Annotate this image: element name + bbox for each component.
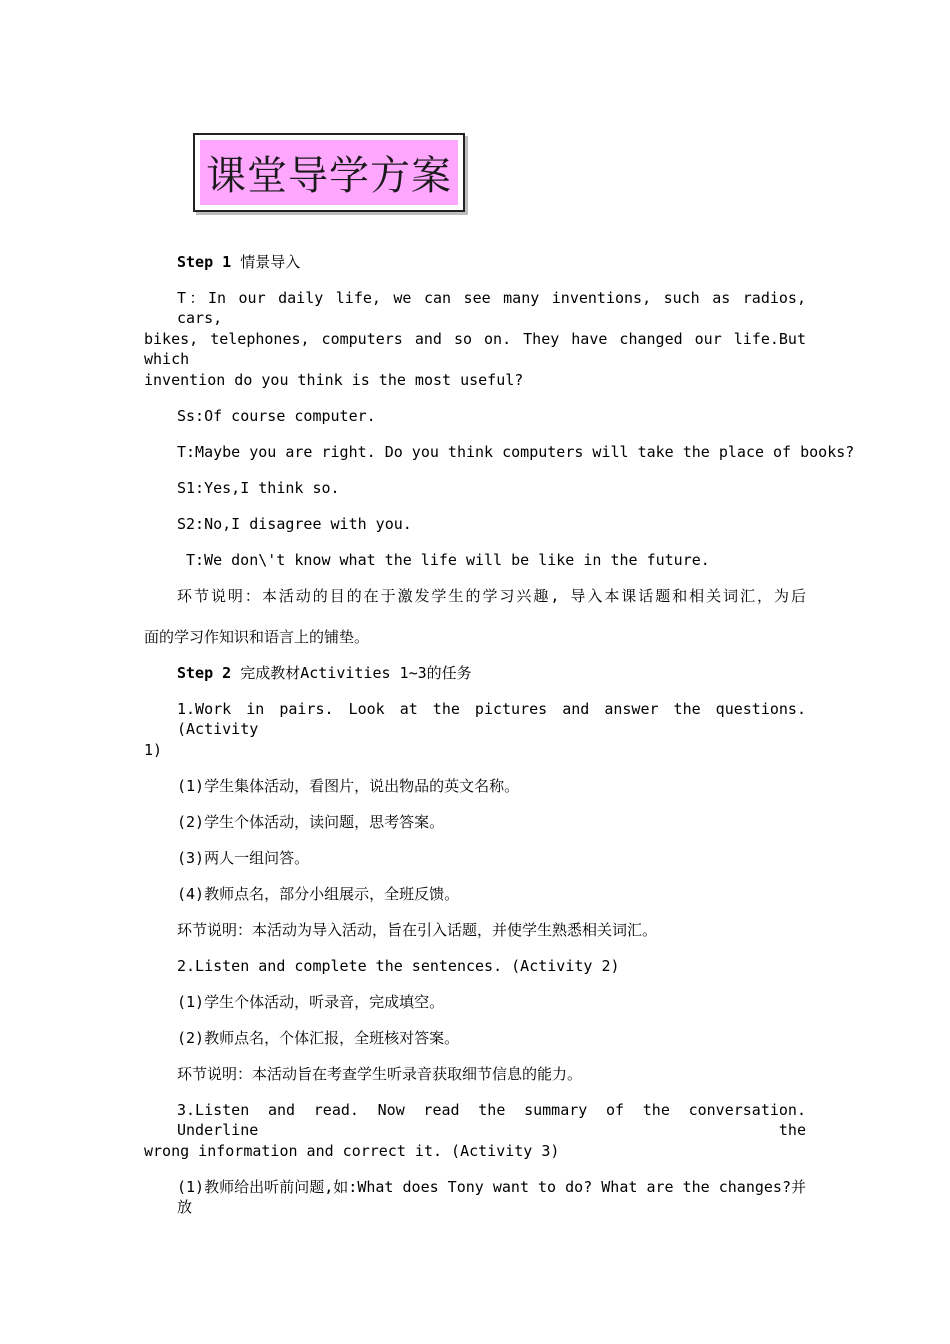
- title-box: [193, 133, 465, 212]
- paragraph-line: 1.Work in pairs. Look at the pictures and answer the questions. (Activity: [177, 700, 806, 738]
- paragraph-line: wrong information and correct it. (Activity 3): [144, 1142, 560, 1160]
- paragraph-line: S1:Yes,I think so.: [177, 479, 340, 497]
- paragraph-line: T:We don\'t know what the life will be like in the future.: [186, 551, 710, 569]
- paragraph-line: (4)教师点名，部分小组展示，全班反馈。: [177, 885, 460, 903]
- paragraph-line: (1)教师给出听前问题,如:What does Tony want to do? What are the changes?并放: [177, 1178, 806, 1216]
- paragraph-line: S2:No,I disagree with you.: [177, 515, 412, 533]
- paragraph-line: Ss:Of course computer.: [177, 407, 376, 425]
- paragraph-line: (1)学生集体活动，看图片，说出物品的英文名称。: [177, 777, 520, 795]
- paragraph-line: T：In our daily life, we can see many inventions, such as radios, cars,: [177, 289, 806, 327]
- step-1-label: Step 1: [177, 253, 232, 271]
- paragraph-line: 环节说明：本活动为导入活动，旨在引入话题，并使学生熟悉相关词汇。: [177, 921, 658, 939]
- paragraph-line: 面的学习作知识和语言上的铺垫。: [144, 628, 370, 646]
- step-2-label: Step 2: [177, 664, 232, 682]
- page-title: 课堂导学方案: [206, 153, 452, 199]
- step-2-title: 完成教材Activities 1~3的任务: [240, 664, 472, 682]
- paragraph-line: (3)两人一组问答。: [177, 849, 310, 867]
- title-highlight: [200, 140, 458, 205]
- step-1-heading: [177, 252, 300, 272]
- paragraph-line: (2)教师点名，个体汇报，全班核对答案。: [177, 1029, 460, 1047]
- paragraph-line: 环节说明：本活动旨在考查学生听录音获取细节信息的能力。: [177, 1065, 583, 1083]
- paragraph-line: 2.Listen and complete the sentences. (Activity 2): [177, 957, 620, 975]
- paragraph-line: (2)学生个体活动，读问题，思考答案。: [177, 813, 445, 831]
- paragraph-line: invention do you think is the most useful?: [144, 371, 524, 389]
- step-1-title: 情景导入: [240, 253, 301, 271]
- step-2-heading: [177, 663, 472, 683]
- paragraph-line: 3.Listen and read. Now read the summary of the conversation. Underline the: [177, 1101, 806, 1139]
- paragraph-line: T:Maybe you are right. Do you think computers will take the place of books?: [177, 443, 855, 461]
- paragraph-line: bikes, telephones, computers and so on. They have changed our life.But which: [144, 330, 806, 368]
- paragraph-line: 环节说明：本活动的目的在于激发学生的学习兴趣, 导入本课话题和相关词汇，为后: [177, 587, 806, 605]
- paragraph-line: 1): [144, 741, 163, 759]
- paragraph-line: (1)学生个体活动，听录音，完成填空。: [177, 993, 445, 1011]
